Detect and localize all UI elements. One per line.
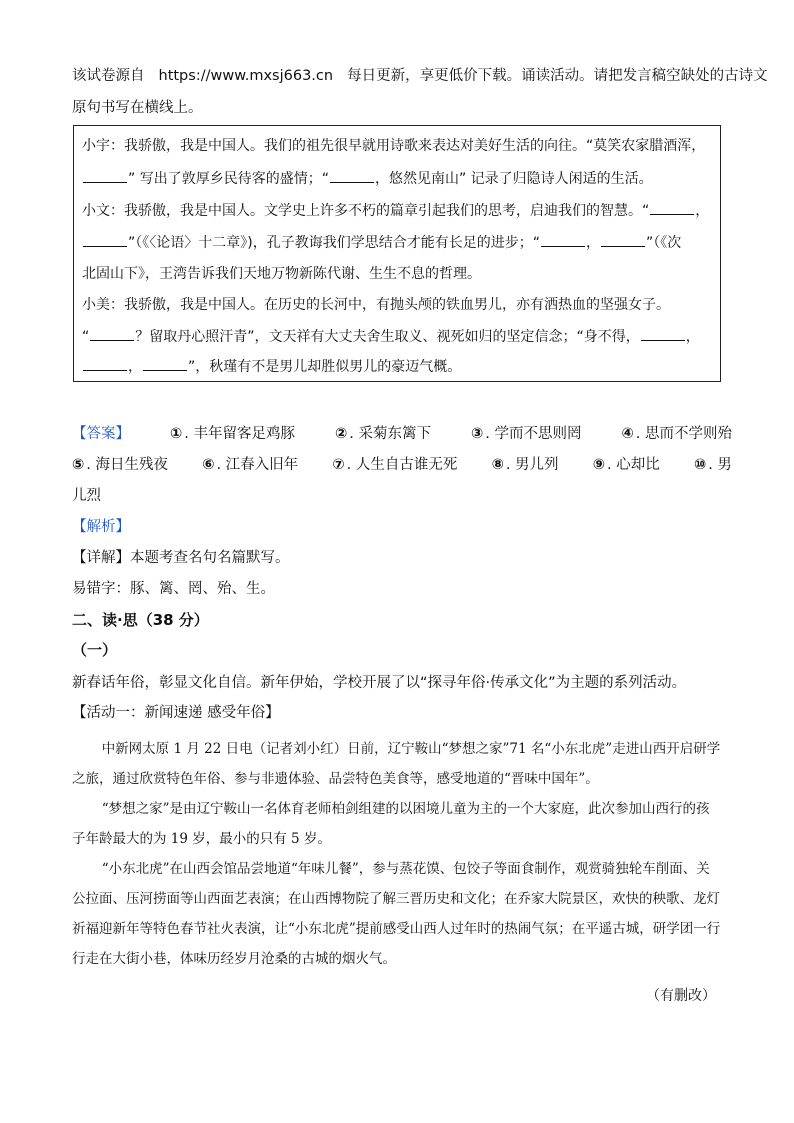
speech-text: ， [685, 329, 700, 345]
fill-blank-3[interactable] [650, 200, 694, 215]
activity-title: 【活动一：新闻速递 感受年俗】 [72, 705, 280, 721]
answer-item: ⑩ . 男 [693, 457, 732, 473]
edit-note: （有删改） [646, 988, 716, 1004]
speech-text: ， [585, 235, 600, 251]
speech-xiaowen-line1 [82, 200, 709, 221]
speech-text: ，悠然见南山” 记录了归隐诗人闲适的生活。 [374, 171, 653, 187]
speech-xiaowen-line2 [82, 232, 681, 253]
speech-xiaomei-line2 [82, 326, 700, 347]
speech-text: ”，秋瑾有不是男儿却胜似男儿的豪迈气概。 [188, 359, 462, 375]
header-suffix: 每日更新，享更低价下载。诵读活动。请把发言稿空缺处的古诗文 [347, 68, 768, 84]
fill-blank-5[interactable] [541, 232, 585, 247]
speech-text: ” 写出了敦厚乡民待客的盛情；“ [128, 171, 329, 187]
source-url-link[interactable]: https://www.mxsj663.cn [158, 68, 334, 84]
answer-item: ③ . 学而不思则罔 [471, 426, 582, 442]
answer-item: ① . 丰年留客足鸡豚 [170, 426, 295, 442]
answer-tag: 【答案】 [72, 426, 130, 442]
fill-blank-8[interactable] [641, 326, 685, 341]
answer-item: ④ . 思而不学则殆 [621, 426, 732, 442]
speech-text: ， [695, 203, 710, 219]
header-prefix: 该试卷源自 [72, 68, 145, 84]
fill-blank-7[interactable] [90, 326, 134, 341]
news-paragraph-3: “小东北虎”在山西会馆品尝地道“年味儿餐”，参与蒸花馍、包饺子等面食制作，观赏骑独轮车削面、关公拉面、压河捞面等山西面艺表演；在山西博物院了解三晋历史和文化；在乔家大院景区，欢快的秧歌、龙灯祈福迎新年等特色春节社火表演，让“小东北虎”提前感受山西人过年时的热闹气氛；在平遥古城，研学团一行行走在大街小巷，体味历经岁月沧桑的古城的烟火气。 [72, 861, 721, 967]
answer-item: ⑤ . 海日生残夜 [72, 457, 168, 473]
speech-xiaomei-line1: 小美：我骄傲，我是中国人。在历史的长河中，有抛头颅的铁血男儿，亦有洒热血的坚强女子。 [82, 297, 670, 313]
analysis-detail: 【详解】本题考查名句名篇默写。 [72, 550, 290, 566]
speech-text: ”（《〈论语〉十二章》)，孔子教诲我们学思结合才能有长足的进步；“ [128, 235, 540, 251]
news-paragraph-2: “梦想之家”是由辽宁鞍山一名体育老师柏剑组建的以困境儿童为主的一个大家庭，此次参加山西行的孩子年龄最大的为 19 岁，最小的只有 5 岁。 [72, 801, 710, 847]
analysis-errors: 易错字：豚、篱、罔、殆、生。 [72, 581, 275, 597]
header-line-1 [72, 66, 768, 86]
speech-xiaoyu-line1: 小宇：我骄傲，我是中国人。我们的祖先很早就用诗歌来表达对美好生活的向往。“莫笑农家腊酒浑， [82, 138, 706, 154]
answer-item: ⑨ . 心却比 [592, 457, 660, 473]
speech-text: 小文：我骄傲，我是中国人。文学史上许多不朽的篇章引起我们的思考，启迪我们的智慧。“ [82, 203, 650, 219]
analysis-tag: 【解析】 [72, 519, 130, 535]
answer-row-1 [72, 424, 732, 444]
fill-blank-1[interactable] [83, 168, 127, 183]
answer-item: ② . 采菊东篱下 [335, 426, 431, 442]
answer-item: ⑦ . 人生自古谁无死 [332, 457, 458, 473]
answer-wrap: 儿烈 [72, 488, 101, 504]
speech-xiaowen-line3: 北固山下》，王湾告诉我们天地万物新陈代谢、生生不息的哲理。 [82, 266, 481, 282]
speech-xiaomei-line3 [82, 356, 461, 377]
fill-blank-4[interactable] [83, 232, 127, 247]
speech-box [73, 125, 721, 382]
news-paragraph-1: 中新网太原 1 月 22 日电（记者刘小红）日前，辽宁鞍山“梦想之家”71 名“小东北虎”走进山西开启研学之旅，通过欣赏特色年俗、参与非遗体验、品尝特色美食等，感受地道的“晋味中国年”。 [72, 741, 721, 787]
fill-blank-2[interactable] [330, 168, 374, 183]
fill-blank-10[interactable] [143, 356, 187, 371]
section-sub: （一） [72, 641, 118, 659]
section-intro: 新春话年俗，彰显文化自信。新年伊始，学校开展了以“探寻年俗·传承文化”为主题的系列活动。 [72, 675, 687, 691]
answer-row-2 [72, 455, 732, 475]
section-title: 二、读·思（38 分） [72, 611, 209, 629]
speech-text: “ [82, 329, 90, 345]
header-line-2: 原句书写在横线上。 [72, 100, 203, 116]
speech-text: ？留取丹心照汗青”，文天祥有大丈夫舍生取义、视死如归的坚定信念；“身不得， [135, 329, 640, 345]
answer-item: ⑥ . 江春入旧年 [202, 457, 299, 473]
news-article [72, 734, 722, 974]
speech-text: ”（《次 [645, 235, 682, 251]
speech-text: ， [128, 359, 142, 375]
speech-xiaoyu-line2 [82, 168, 653, 189]
fill-blank-6[interactable] [601, 232, 645, 247]
fill-blank-9[interactable] [83, 356, 127, 371]
answer-item: ⑧ . 男儿列 [491, 457, 559, 473]
